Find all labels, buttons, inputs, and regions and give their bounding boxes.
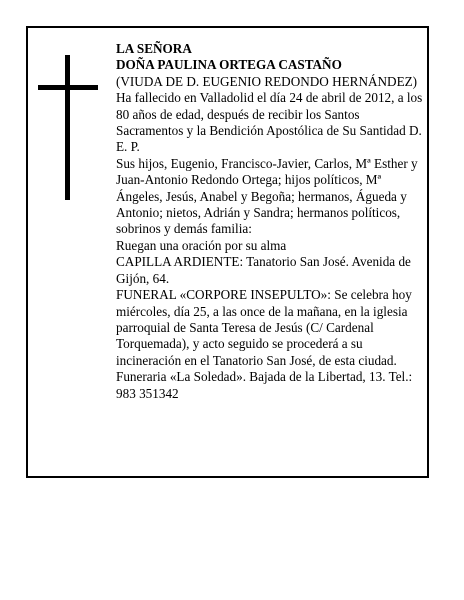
- notice-text: [116, 41, 424, 402]
- deceased-name: DOÑA PAULINA ORTEGA CASTAÑO: [116, 57, 342, 73]
- latin-cross-icon: [38, 55, 98, 200]
- notice-title: LA SEÑORA: [116, 41, 192, 56]
- death-paragraph: Ha fallecido en Valladolid el día 24 de abril de 2012, a los 80 años de edad, después de recibir los Santos Sacramentos y la Bendición Apostólica de Su Santidad D. E. P.: [116, 90, 423, 155]
- chapel-line: CAPILLA ARDIENTE: Tanatorio San José. Avenida de Gijón, 64.: [116, 254, 411, 286]
- widow-line: (VIUDA DE D. EUGENIO REDONDO HERNÁNDEZ): [116, 73, 418, 89]
- funeral-paragraph: FUNERAL «CORPORE INSEPULTO»: Se celebra hoy miércoles, día 25, a las once de la mañana, en la iglesia parroquial de Santa Teresa de Jesús (C/ Cardenal Torquemada), y acto seguido se procederá a su incineración en el Tanatorio San José, de esta ciudad.: [116, 287, 412, 368]
- family-paragraph: Sus hijos, Eugenio, Francisco-Javier, Carlos, Mª Esther y Juan-Antonio Redondo Ortega; hijos políticos, Mª Ángeles, Jesús, Anabel y Begoña; hermanos, Águeda y Antonio; nietos, Adrián y Sandra; hermanos políticos, sobrinos y demás familia:: [116, 155, 418, 237]
- obituary-notice: [26, 26, 429, 478]
- cross-horizontal-bar: [38, 85, 98, 90]
- cross-vertical-bar: [65, 55, 70, 200]
- funeral-home-line: Funeraria «La Soledad». Bajada de la Libertad, 13. Tel.: 983 351342: [116, 369, 413, 401]
- prayer-line: Ruegan una oración por su alma: [116, 237, 287, 253]
